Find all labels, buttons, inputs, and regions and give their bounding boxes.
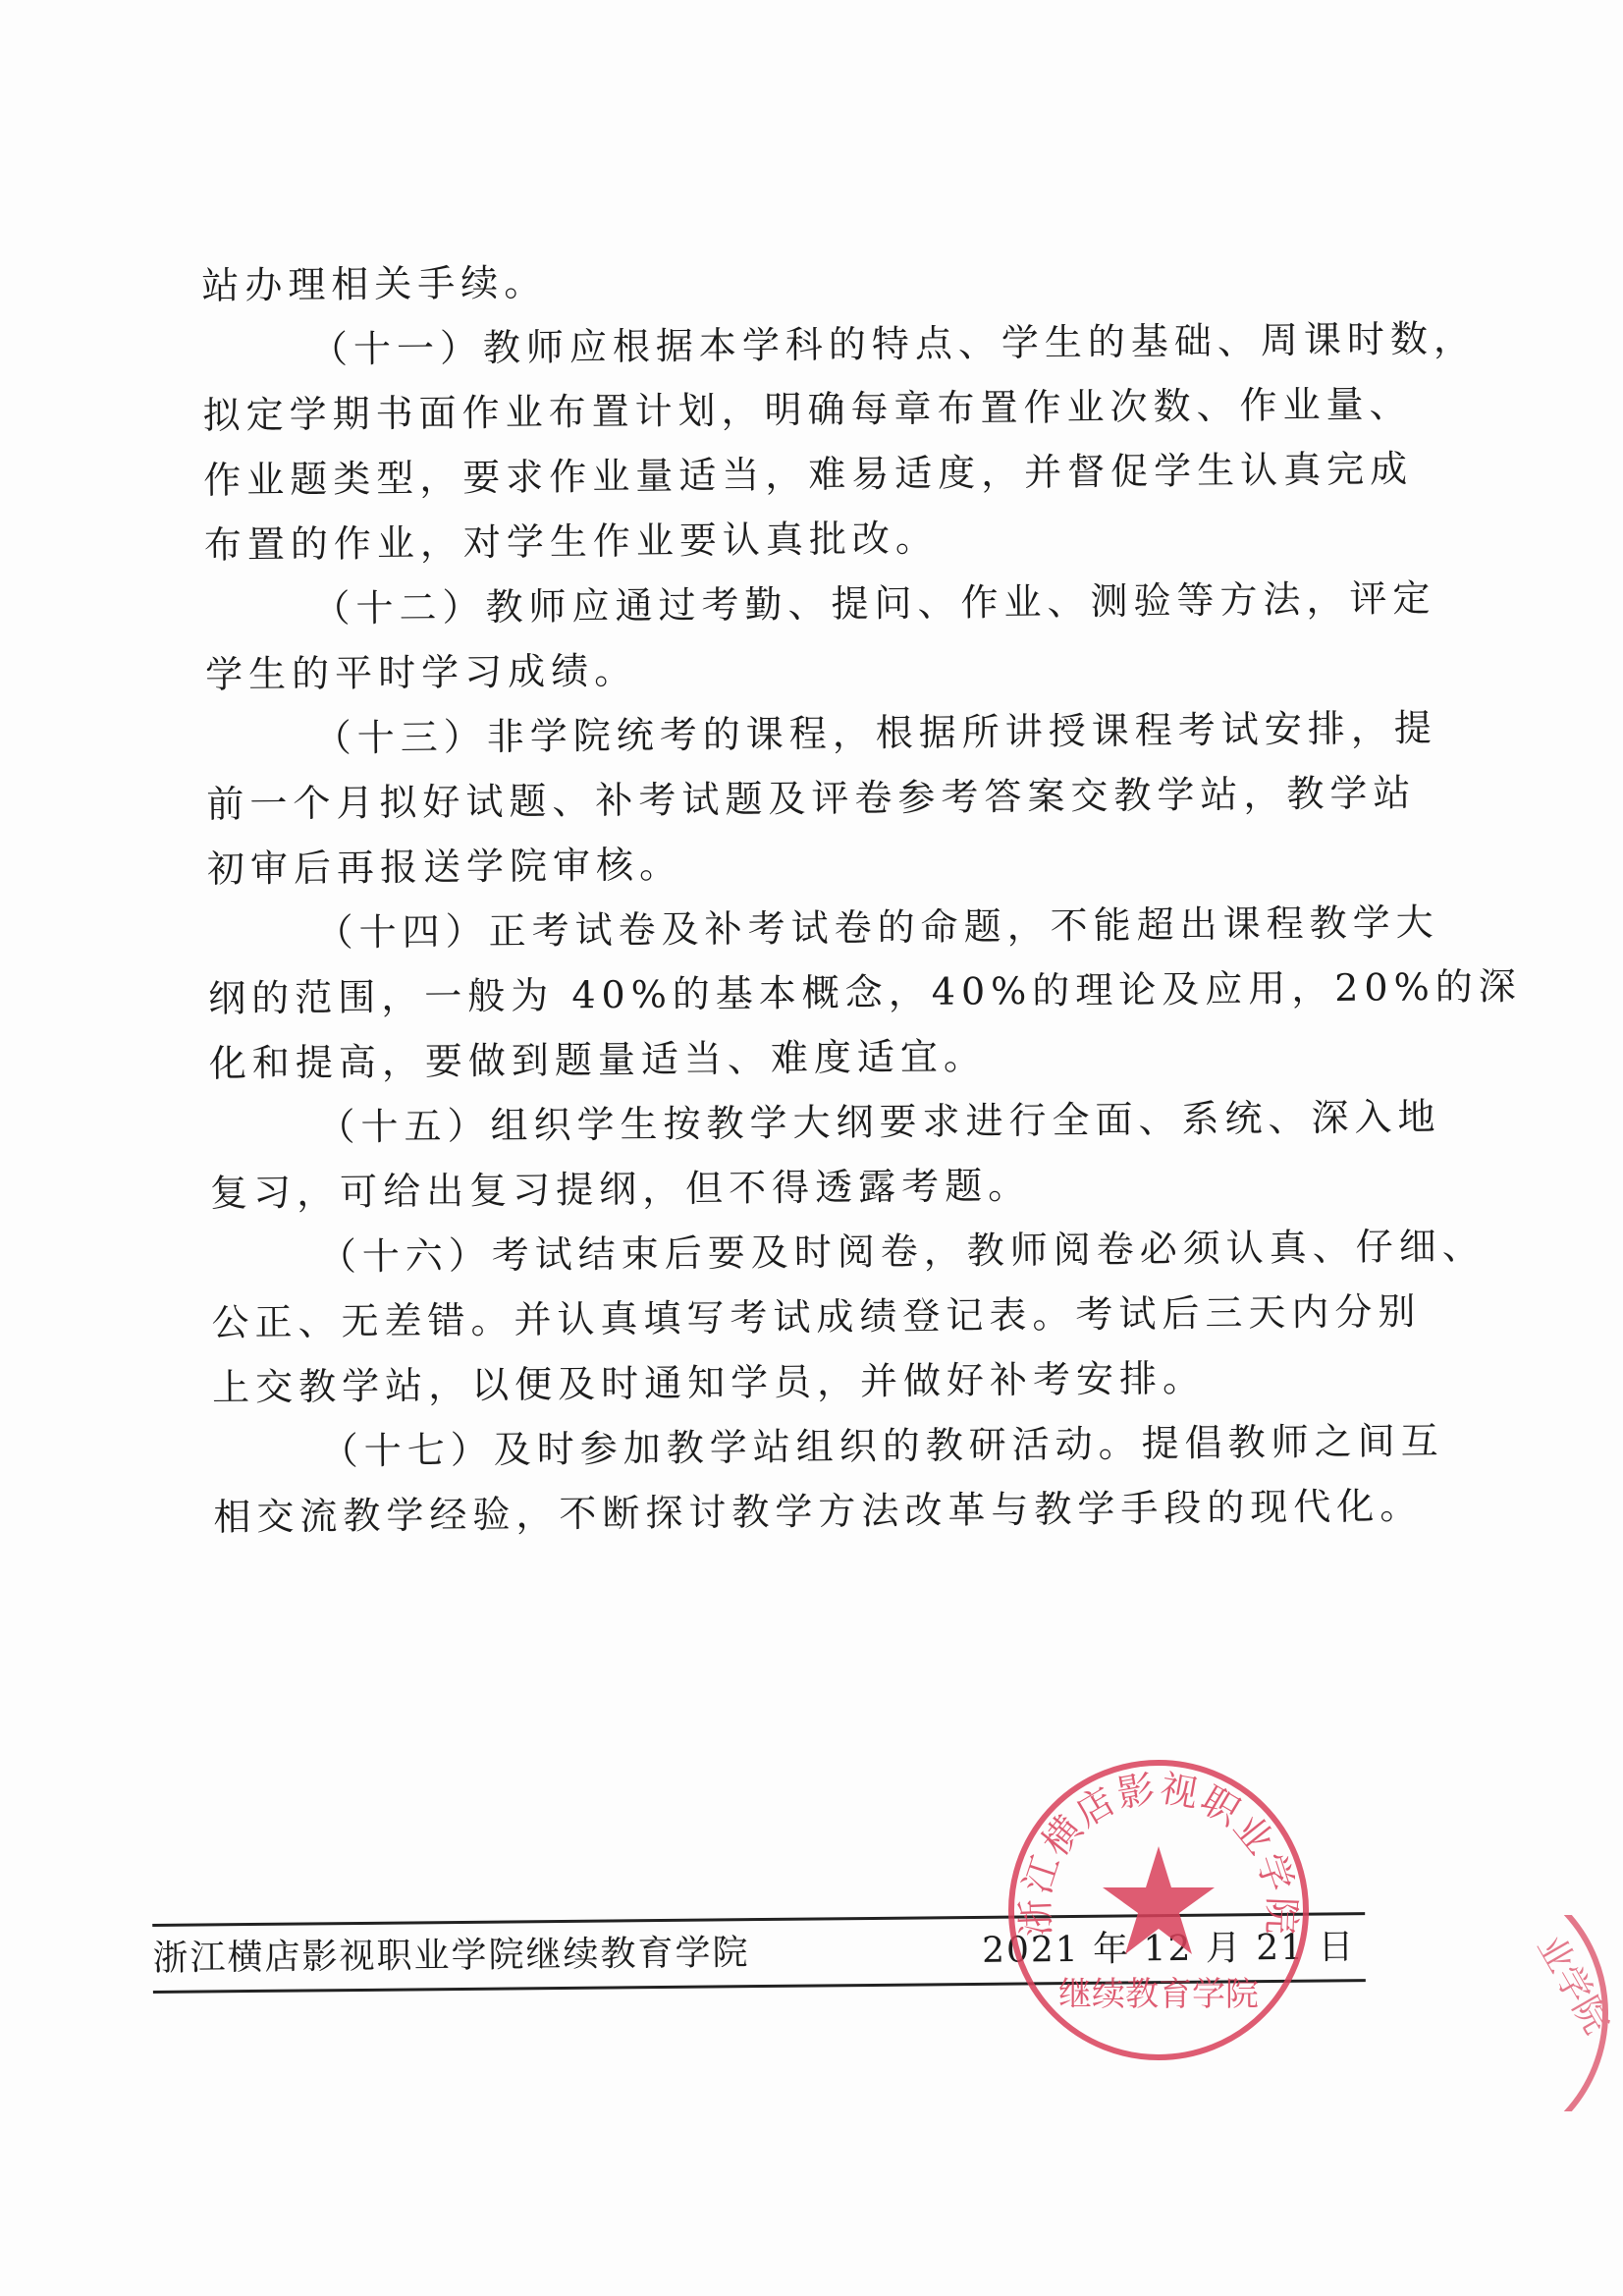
- seal-outer-text: 浙江横店影视职业学院: [1013, 1766, 1304, 1938]
- paragraph-line-4: 作业题类型，要求作业量适当，难易适度，并督促学生认真完成: [203, 447, 1414, 502]
- paragraph-line-3: 拟定学期书面作业布置计划，明确每章布置作业次数、作业量、: [202, 382, 1413, 437]
- paragraph-line-14: （十五）组织学生按教学大纲要求进行全面、系统、深入地: [317, 1094, 1441, 1149]
- paragraph-line-17: 公正、无差错。并认真填写考试成绩登记表。考试后三天内分别: [211, 1289, 1422, 1344]
- official-seal: [997, 1748, 1321, 2072]
- document-body: [201, 242, 1522, 1550]
- issue-date: 2021 年 12 月 21 日: [981, 1927, 1356, 1971]
- paragraph-line-19: （十七）及时参加教学站组织的教研活动。提倡教师之间互: [320, 1418, 1444, 1473]
- paragraph-line-5: 布置的作业，对学生作业要认真批改。: [203, 516, 940, 567]
- paragraph-line-11: （十四）正考试卷及补考试卷的命题，不能超出课程教学大: [315, 900, 1439, 955]
- seal-star-icon: [1103, 1846, 1215, 1954]
- paragraph-line-2: （十一）教师应根据本学科的特点、学生的基础、周课时数，: [309, 316, 1478, 371]
- paragraph-line-6: （十二）教师应通过考勤、提问、作业、测验等方法，评定: [312, 575, 1436, 630]
- partial-seal-edge: [1448, 1915, 1623, 2111]
- partial-seal-text: 业学院: [1529, 1929, 1617, 2042]
- paragraph-line-7: 学生的平时学习成绩。: [204, 648, 638, 696]
- paragraph-line-20: 相交流教学经验，不断探讨教学方法改革与教学手段的现代化。: [213, 1484, 1424, 1539]
- paragraph-line-13: 化和提高，要做到题量适当、难度适宜。: [208, 1034, 988, 1085]
- seal-inner-text: 继续教育学院: [1058, 1975, 1259, 2014]
- issuing-organization: 浙江横店影视职业学院继续教育学院: [152, 1933, 750, 1979]
- paragraph-line-1: 站办理相关手续。: [201, 260, 548, 307]
- paragraph-line-18: 上交教学站，以便及时通知学员，并做好补考安排。: [211, 1356, 1207, 1409]
- paragraph-line-15: 复习，可给出复习提纲，但不得透露考题。: [209, 1163, 1032, 1215]
- paragraph-line-9: 前一个月拟好试题、补考试题及评卷参考答案交教学站，教学站: [206, 771, 1417, 826]
- paragraph-line-10: 初审后再报送学院审核。: [206, 843, 683, 891]
- paragraph-line-8: （十三）非学院统考的课程，根据所讲授课程考试安排，提: [313, 705, 1437, 760]
- paragraph-line-16: （十六）考试结束后要及时阅卷，教师阅卷必须认真、仔细、: [318, 1224, 1486, 1279]
- paragraph-line-12: 纲的范围，一般为 40%的基本概念，40%的理论及应用，20%的深: [208, 964, 1522, 1020]
